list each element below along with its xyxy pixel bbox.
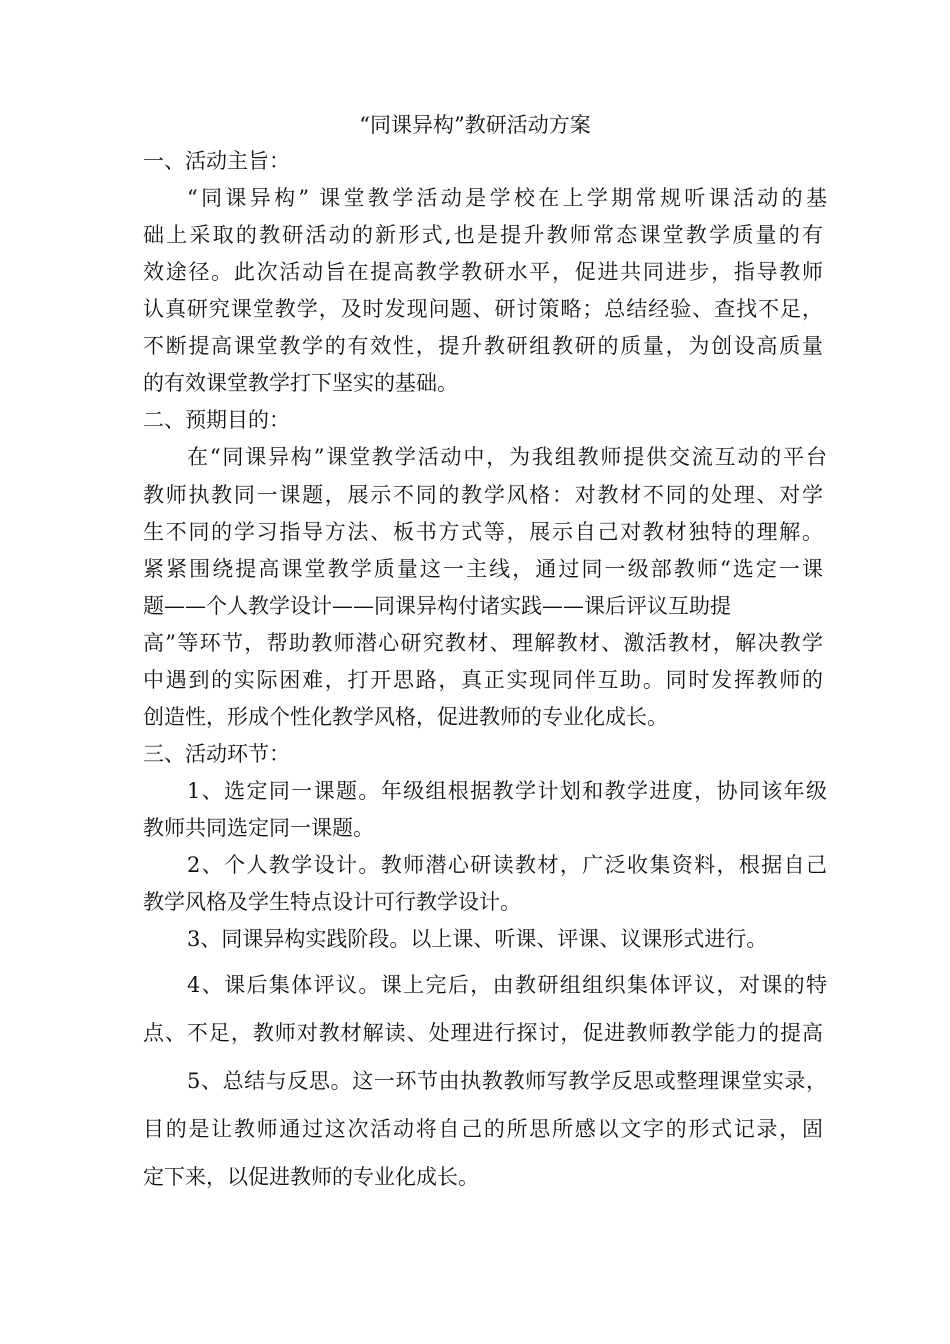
paragraph-line: 在“同课异构”课堂教学活动中，为我组教师提供交流互动的平台 (187, 445, 827, 469)
paragraph-line: 教师执教同一课题，展示不同的教学风格：对教材不同的处理、对学 (143, 483, 823, 507)
step-item-line: 目的是让教师通过这次活动将自己的所思所感以文字的形式记录，固 (143, 1117, 823, 1141)
paragraph-line: 的有效课堂教学打下坚实的基础。 (143, 371, 458, 395)
paragraph-line: 紧紧围绕提高课堂教学质量这一主线，通过同一级部教师“选定一课 (143, 557, 823, 581)
paragraph-line: 中遇到的实际困难，打开思路，真正实现同伴互助。同时发挥教师的 (143, 668, 823, 692)
section-heading-goals: 二、预期目的： (143, 408, 290, 432)
step-item-line: 教师共同选定同一课题。 (143, 816, 374, 840)
paragraph-line: “同课异构” 课堂教学活动是学校在上学期常规听课活动的基 (187, 186, 827, 210)
step-item-line: 2、个人教学设计。教师潜心研读教材，广泛收集资料，根据自己 (187, 853, 827, 877)
step-item-line: 定下来，以促进教师的专业化成长。 (143, 1165, 479, 1189)
paragraph-line: 创造性，形成个性化教学风格，促进教师的专业化成长。 (143, 705, 668, 729)
section-heading-steps: 三、活动环节： (143, 742, 290, 766)
paragraph-line: 题——个人教学设计——同课异构付诸实践——课后评议互助提 (143, 594, 731, 618)
step-item-line: 5、总结与反思。这一环节由执教教师写教学反思或整理课堂实录， (187, 1069, 827, 1093)
section-heading-purpose: 一、活动主旨： (143, 149, 290, 173)
step-item-line: 点、不足，教师对教材解读、处理进行探讨，促进教师教学能力的提高 (143, 1021, 823, 1045)
step-item-line: 3、同课异构实践阶段。以上课、听课、评课、议课形式进行。 (187, 927, 768, 951)
paragraph-line: 不断提高课堂教学的有效性，提升教研组教研的质量，为创设高质量 (143, 334, 823, 358)
document-title: “同课异构”教研活动方案 (359, 113, 591, 137)
paragraph-line: 础上采取的教研活动的新形式,也是提升教师常态课堂教学质量的有 (143, 223, 823, 247)
paragraph-line: 生不同的学习指导方法、板书方式等，展示自己对教材独特的理解。 (143, 520, 823, 544)
paragraph-line: 认真研究课堂教学，及时发现问题、研讨策略；总结经验、查找不足， (143, 297, 823, 321)
paragraph-line: 高”等环节，帮助教师潜心研究教材、理解教材、激活教材，解决教学 (143, 631, 823, 655)
step-item-line: 教学风格及学生特点设计可行教学设计。 (143, 890, 521, 914)
step-item-line: 4、课后集体评议。课上完后，由教研组组织集体评议，对课的特 (187, 973, 827, 997)
step-item-line: 1、选定同一课题。年级组根据教学计划和教学进度，协同该年级 (187, 779, 827, 803)
paragraph-line: 效途径。此次活动旨在提高教学教研水平，促进共同进步，指导教师 (143, 260, 823, 284)
